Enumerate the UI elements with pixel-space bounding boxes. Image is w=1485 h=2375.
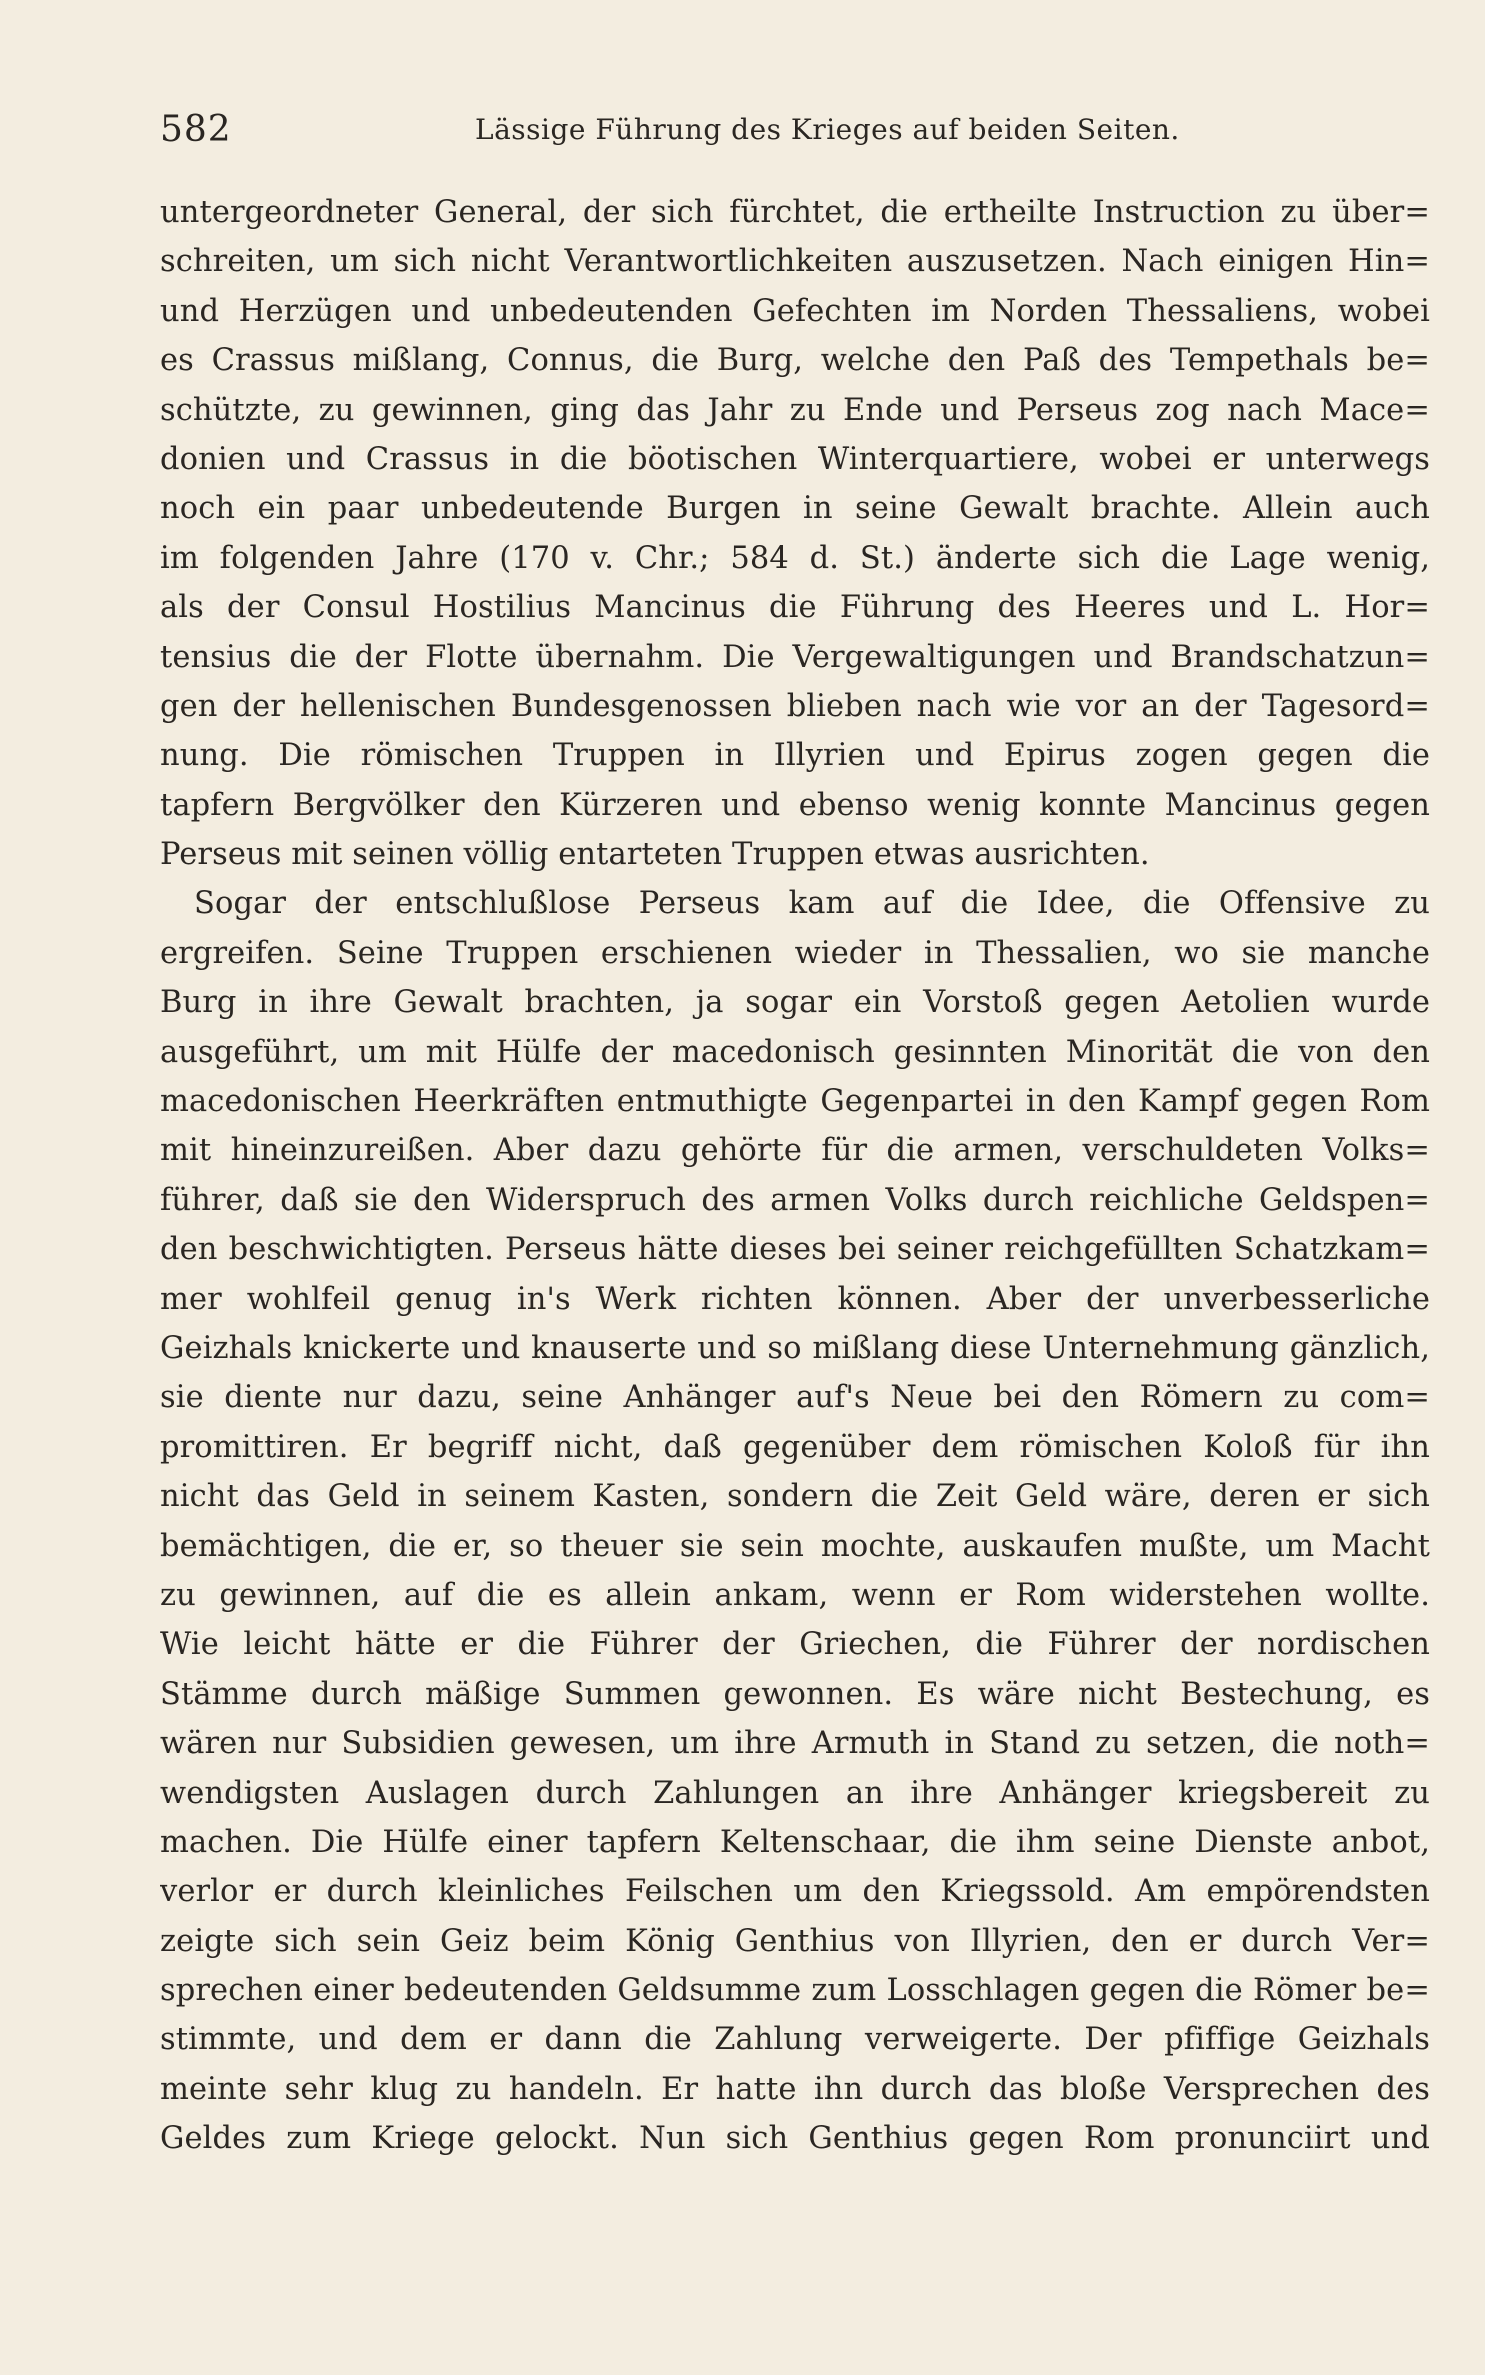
text-line: Wie leicht hätte er die Führer der Griechen, die Führer der nordischen [160, 1627, 1430, 1663]
text-line: Stämme durch mäßige Summen gewonnen. Es wäre nicht Bestechung, es [160, 1676, 1430, 1712]
text-line: wären nur Subsidien gewesen, um ihre Armuth in Stand zu setzen, die noth= [160, 1726, 1430, 1762]
text-line: Geizhals knickerte und knauserte und so mißlang diese Unternehmung gänzlich, [160, 1330, 1430, 1366]
body-text [160, 188, 1430, 2164]
text-line: tapfern Bergvölker den Kürzeren und ebenso wenig konnte Mancinus gegen [160, 787, 1430, 823]
text-line: bemächtigen, die er, so theuer sie sein mochte, auskaufen mußte, um Macht [160, 1528, 1430, 1564]
text-line: donien und Crassus in die böotischen Winterquartiere, wobei er unterwegs [160, 441, 1430, 477]
page-header [160, 100, 1430, 160]
text-line: macedonischen Heerkräften entmuthigte Gegenpartei in den Kampf gegen Rom [160, 1084, 1430, 1120]
text-line: promittiren. Er begriff nicht, daß gegenüber dem römischen Koloß für ihn [160, 1429, 1430, 1465]
text-line: Perseus mit seinen völlig entarteten Truppen etwas ausrichten. [160, 837, 1150, 873]
page-number: 582 [160, 109, 232, 150]
text-line: ergreifen. Seine Truppen erschienen wieder in Thessalien, wo sie manche [160, 935, 1430, 971]
text-line: Geldes zum Kriege gelockt. Nun sich Genthius gegen Rom pronunciirt und [160, 2121, 1430, 2157]
running-title: Lässige Führung des Krieges auf beiden Seiten. [475, 113, 1180, 146]
text-line: nung. Die römischen Truppen in Illyrien und Epirus zogen gegen die [160, 738, 1430, 774]
text-line: verlor er durch kleinliches Feilschen um den Kriegssold. Am empörendsten [160, 1874, 1430, 1910]
text-line: noch ein paar unbedeutende Burgen in seine Gewalt brachte. Allein auch [160, 491, 1430, 527]
text-line: mit hineinzureißen. Aber dazu gehörte für die armen, verschuldeten Volks= [160, 1133, 1430, 1169]
text-line: schreiten, um sich nicht Verantwortlichkeiten auszusetzen. Nach einigen Hin= [160, 244, 1430, 280]
text-line: nicht das Geld in seinem Kasten, sondern die Zeit Geld wäre, deren er sich [160, 1479, 1430, 1515]
text-line: es Crassus mißlang, Connus, die Burg, welche den Paß des Tempethals be= [160, 343, 1430, 379]
text-line: untergeordneter General, der sich fürchtet, die ertheilte Instruction zu über= [160, 195, 1430, 230]
text-line: den beschwichtigten. Perseus hätte dieses bei seiner reichgefüllten Schatzkam= [160, 1232, 1430, 1268]
text-line: zu gewinnen, auf die es allein ankam, wenn er Rom widerstehen wollte. [160, 1577, 1430, 1613]
text-line: stimmte, und dem er dann die Zahlung verweigerte. Der pfiffige Geizhals [160, 2022, 1430, 2058]
text-line: mer wohlfeil genug in's Werk richten können. Aber der unverbesserliche [160, 1281, 1430, 1317]
text-line: ausgeführt, um mit Hülfe der macedonisch gesinnten Minorität die von den [160, 1034, 1430, 1070]
text-line: im folgenden Jahre (170 v. Chr.; 584 d. St.) änderte sich die Lage wenig, [160, 540, 1430, 576]
text-line: schützte, zu gewinnen, ging das Jahr zu Ende und Perseus zog nach Mace= [160, 392, 1430, 428]
text-line: sprechen einer bedeutenden Geldsumme zum Losschlagen gegen die Römer be= [160, 1973, 1430, 2009]
text-line: meinte sehr klug zu handeln. Er hatte ihn durch das bloße Versprechen des [160, 2071, 1430, 2107]
text-line: Burg in ihre Gewalt brachten, ja sogar ein Vorstoß gegen Aetolien wurde [160, 985, 1430, 1021]
text-line: und Herzügen und unbedeutenden Gefechten im Norden Thessaliens, wobei [160, 293, 1430, 329]
text-line: Sogar der entschlußlose Perseus kam auf die Idee, die Offensive zu [194, 886, 1430, 922]
text-line: machen. Die Hülfe einer tapfern Keltenschaar, die ihm seine Dienste anbot, [160, 1824, 1430, 1860]
text-line: tensius die der Flotte übernahm. Die Vergewaltigungen und Brandschatzun= [160, 639, 1430, 675]
text-line: als der Consul Hostilius Mancinus die Führung des Heeres und L. Hor= [160, 590, 1430, 626]
text-line: wendigsten Auslagen durch Zahlungen an ihre Anhänger kriegsbereit zu [160, 1775, 1430, 1811]
text-line: führer, daß sie den Widerspruch des armen Volks durch reichliche Geldspen= [160, 1182, 1430, 1218]
text-line: zeigte sich sein Geiz beim König Genthius von Illyrien, den er durch Ver= [160, 1923, 1430, 1959]
text-line: sie diente nur dazu, seine Anhänger auf's Neue bei den Römern zu com= [160, 1380, 1430, 1416]
text-line: gen der hellenischen Bundesgenossen blieben nach wie vor an der Tagesord= [160, 688, 1430, 724]
